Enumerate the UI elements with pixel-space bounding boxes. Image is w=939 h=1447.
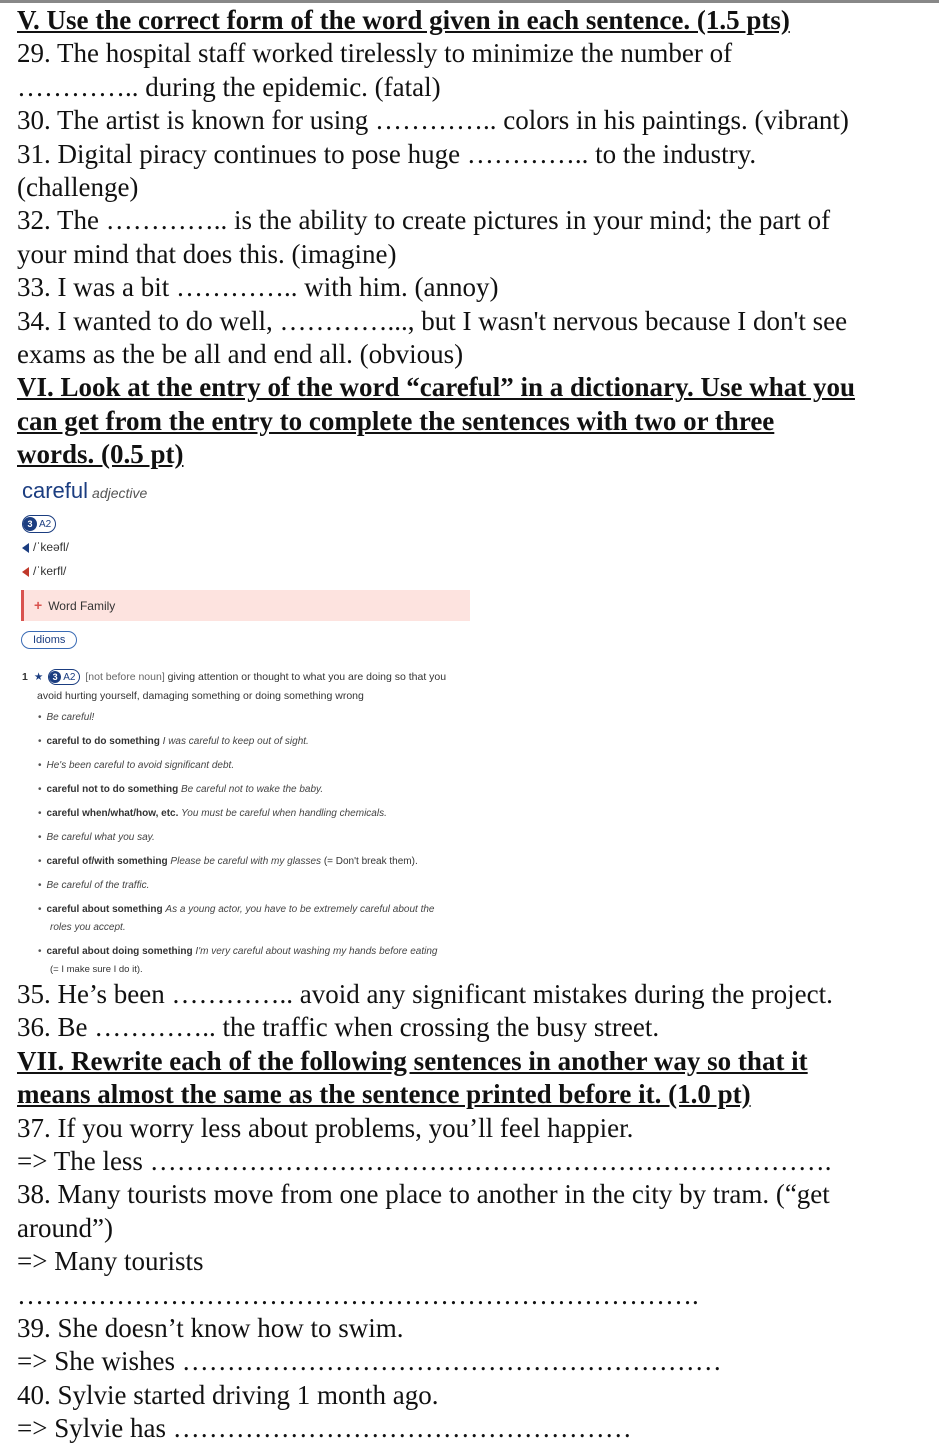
question-39: 39. She doesn’t know how to swim. (17, 1313, 404, 1344)
question-29-line-2: ………….. during the epidemic. (fatal) (17, 71, 441, 102)
example: • careful not to do something Be careful not to wake the baby. (38, 784, 324, 795)
answer-40: => Sylvie has …………………………………………… (17, 1413, 632, 1444)
level-badge: 3 A2 (22, 514, 56, 533)
entry-headword-row (22, 478, 147, 504)
definition-line-2: avoid hurting yourself, damaging something or doing something wrong (37, 690, 364, 702)
entry-headword: careful (22, 478, 89, 503)
example: • Be careful what you say. (38, 832, 155, 843)
question-37: 37. If you worry less about problems, you’ll feel happier. (17, 1112, 634, 1143)
example: • careful of/with something Please be careful with my glasses (= Don't break them). (38, 856, 418, 867)
idioms-button[interactable]: Idioms (21, 631, 77, 649)
example: • He's been careful to avoid significant debt. (38, 760, 235, 771)
section-v-header: V. Use the correct form of the word given in each sentence. (1.5 pts) (17, 5, 790, 35)
pronunciation-uk[interactable]: /ˈkeəfl/ (22, 540, 69, 554)
part-of-speech: adjective (92, 485, 148, 501)
section-vii-header-line-2: means almost the same as the sentence printed before it. (1.0 pt) (17, 1079, 751, 1110)
top-border (0, 0, 939, 3)
question-38-line-1: 38. Many tourists move from one place to another in the city by tram. (“get (17, 1179, 830, 1210)
question-40: 40. Sylvie started driving 1 month ago. (17, 1379, 439, 1410)
question-38-line-2: around”) (17, 1212, 113, 1243)
question-34-line-1: 34. I wanted to do well, …………..., but I wasn't nervous because I don't see (17, 305, 848, 336)
example: • careful to do something I was careful to keep out of sight. (38, 736, 309, 747)
question-31-line-2: (challenge) (17, 172, 139, 203)
question-32-line-1: 32. The ………….. is the ability to create pictures in your mind; the part of (17, 205, 831, 236)
question-33: 33. I was a bit ………….. with him. (annoy) (17, 272, 499, 303)
example: • Be careful of the traffic. (38, 880, 150, 891)
answer-38-line-2: …………………………………………………………………. (17, 1279, 699, 1310)
word-family-label: Word Family (48, 599, 116, 613)
section-vi-header-line-1: VI. Look at the entry of the word “careful” in a dictionary. Use what you (17, 372, 855, 403)
example: • careful about something As a young actor, you have to be extremely careful about the (38, 904, 435, 915)
star-icon: ★ (33, 671, 44, 683)
sense-level-badge: 3 A2 (48, 669, 80, 685)
question-30: 30. The artist is known for using ………….. colors in his paintings. (vibrant) (17, 105, 849, 136)
question-32-line-2: your mind that does this. (imagine) (17, 238, 397, 269)
sense-1 (22, 668, 472, 706)
section-vi-header-line-3: words. (0.5 pt) (17, 439, 184, 470)
answer-38-line-1: => Many tourists (17, 1246, 204, 1277)
plus-icon: + (34, 597, 43, 613)
grammar-note: [not before noun] (85, 671, 165, 683)
question-36: 36. Be ………….. the traffic when crossing the busy street. (17, 1012, 660, 1043)
example-continued: roles you accept. (50, 922, 126, 933)
example: • Be careful! (38, 712, 95, 723)
answer-37: => The less …………………………………………………………………. (17, 1146, 832, 1177)
example: • careful about doing something I'm very careful about washing my hands before eating (38, 946, 438, 957)
question-31-line-1: 31. Digital piracy continues to pose huge ………….. to the industry. (17, 138, 757, 169)
sense-number: 1 (22, 671, 28, 683)
oxford-icon: 3 (23, 517, 37, 531)
answer-39: => She wishes …………………………………………………… (17, 1346, 722, 1377)
speaker-icon[interactable] (22, 543, 29, 553)
definition-line-1: giving attention or thought to what you are doing so that you (167, 671, 447, 683)
exercise-section-v (17, 4, 927, 472)
question-34-line-2: exams as the be all and end all. (obvious) (17, 339, 464, 370)
pronunciation-us[interactable]: /ˈkerfl/ (22, 564, 66, 578)
exercise-section-vi-vii (17, 978, 927, 1446)
question-29-line-1: 29. The hospital staff worked tirelessly to minimize the number of (17, 38, 733, 69)
word-family-bar[interactable] (21, 590, 470, 621)
question-35: 35. He’s been ………….. avoid any significant mistakes during the project. (17, 979, 833, 1009)
speaker-icon[interactable] (22, 567, 29, 577)
example: • careful when/what/how, etc. You must be careful when handling chemicals. (38, 808, 387, 819)
section-vii-header-line-1: VII. Rewrite each of the following sentences in another way so that it (17, 1045, 808, 1076)
section-vi-header-line-2: can get from the entry to complete the sentences with two or three (17, 405, 775, 436)
example-continued: (= I make sure I do it). (50, 964, 143, 975)
